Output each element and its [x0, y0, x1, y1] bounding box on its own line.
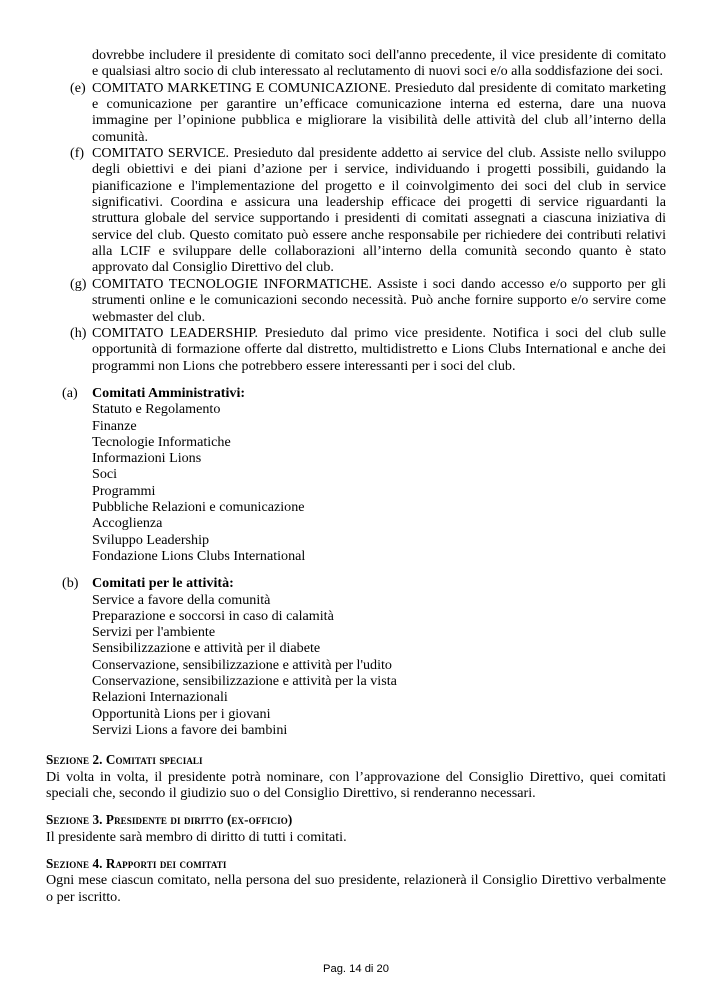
- list-item: Accoglienza: [92, 515, 163, 532]
- list-item: Sviluppo Leadership: [92, 531, 210, 548]
- page-content: [46, 47, 666, 905]
- list-item: Informazioni Lions: [92, 450, 202, 467]
- list-item-e-text: COMITATO MARKETING E COMUNICAZIONE. Presieduto dal presidente di comitato marketing e comunicazione per garantire un’efficace comunicazione interna ed esterna, dare una nuova immagine per l’opinione pubblica e migliorare la visibilità delle attività del club all’interno della comunità.: [92, 79, 666, 145]
- list-item-h-text: COMITATO LEADERSHIP. Presieduto dal primo vice presidente. Notifica i soci del club sulle opportunità di formazione offerte dal distretto, multidistretto e Lions Clubs International e anche dei programmi non Lions che potrebbero essere interessanti per i soci del club.: [92, 324, 666, 374]
- list-item: Programmi: [92, 482, 156, 499]
- section-heading-4: Sezione 4. Rapporti dei comitati: [46, 855, 227, 871]
- list-item-h: [46, 325, 666, 374]
- list-item: Pubbliche Relazioni e comunicazione: [92, 499, 305, 515]
- section-4-text: Ogni mese ciascun comitato, nella persona del suo presidente, relazionerà il Consiglio Direttivo verbalmente o per iscritto.: [46, 872, 666, 905]
- list-item: Opportunità Lions per i giovani: [92, 705, 271, 722]
- committee-list-administrative: [92, 401, 666, 564]
- committee-group-activities: [46, 575, 666, 738]
- list-marker-h: (h): [70, 324, 87, 341]
- paragraph-continued: dovrebbe includere il presidente di comitato soci dell'anno precedente, il vice presidente di comitato e qualsiasi altro socio di club interessato al reclutamento di nuovi soci e/o alla soddisfazione dei soci.: [92, 47, 666, 80]
- committee-group-a-marker: (a): [62, 384, 78, 401]
- list-item: Finanze: [92, 417, 137, 434]
- section-3-text: Il presidente sarà membro di diritto di tutti i comitati.: [46, 828, 347, 845]
- committee-group-a-title: Comitati Amministrativi:: [92, 384, 246, 401]
- list-item: Statuto e Regolamento: [92, 401, 221, 418]
- list-item: Preparazione e soccorsi in caso di calamità: [92, 607, 334, 624]
- list-item: Sensibilizzazione e attività per il diabete: [92, 640, 321, 657]
- section-heading-3: Sezione 3. Presidente di diritto (ex-officio): [46, 812, 293, 828]
- list-item: Service a favore della comunità: [92, 591, 271, 608]
- list-item-g-text: COMITATO TECNOLOGIE INFORMATICHE. Assiste i soci dando accesso e/o supporto per gli strumenti online e le comunicazioni secondo necessità. Può anche fornire supporto e/o servire come webmaster del club.: [92, 275, 666, 325]
- list-item-f-text: COMITATO SERVICE. Presieduto dal presidente addetto ai service del club. Assiste nello sviluppo degli obiettivi e dei piani d’azione per i service, individuando i progetti possibili, guidando la pianificazione e l'implementazione del progetto e il coinvolgimento dei soci del club in service significativi. Coordina e assicura una leadership efficace dei progetti di service riguardanti la struttura globale del service supportando i presidenti di comitati assegnati a ciascuna iniziativa di service del club. Questo comitato può essere anche responsabile per richiedere dei contributi relativi alla LCIF e sviluppare delle collaborazioni all’interno della comunità secondo quanto è stato approvato dal Consiglio Direttivo del club.: [92, 145, 666, 276]
- list-marker-e: (e): [70, 79, 86, 96]
- list-item: Servizi per l'ambiente: [92, 624, 216, 641]
- list-item: Conservazione, sensibilizzazione e attività per l'udito: [92, 656, 392, 673]
- list-item: Servizi Lions a favore dei bambini: [92, 721, 288, 738]
- list-item: Conservazione, sensibilizzazione e attività per la vista: [92, 673, 397, 690]
- list-item: Soci: [92, 466, 118, 483]
- committee-group-b-marker: (b): [62, 575, 79, 592]
- list-marker-f: (f): [70, 145, 85, 162]
- list-item-f: [46, 145, 666, 276]
- committee-group-administrative: [46, 385, 666, 564]
- section-heading-2: Sezione 2. Comitati speciali: [46, 752, 203, 768]
- section-2-text: Di volta in volta, il presidente potrà nominare, con l’approvazione del Consiglio Direttivo, quei comitati speciali che, secondo il giudizio suo o del Consiglio Direttivo, si renderanno necessari.: [46, 768, 666, 801]
- page-footer: [0, 963, 712, 975]
- list-item-e: [46, 80, 666, 145]
- committee-list-activities: [92, 592, 666, 739]
- list-item: Tecnologie Informatiche: [92, 433, 231, 450]
- committee-group-b-title: Comitati per le attività:: [92, 575, 234, 592]
- page-number-label: Pag. 14 di 20: [323, 963, 389, 975]
- list-item: Fondazione Lions Clubs International: [92, 547, 306, 564]
- list-item-g: [46, 276, 666, 325]
- list-item: Relazioni Internazionali: [92, 689, 228, 706]
- list-marker-g: (g): [70, 275, 87, 292]
